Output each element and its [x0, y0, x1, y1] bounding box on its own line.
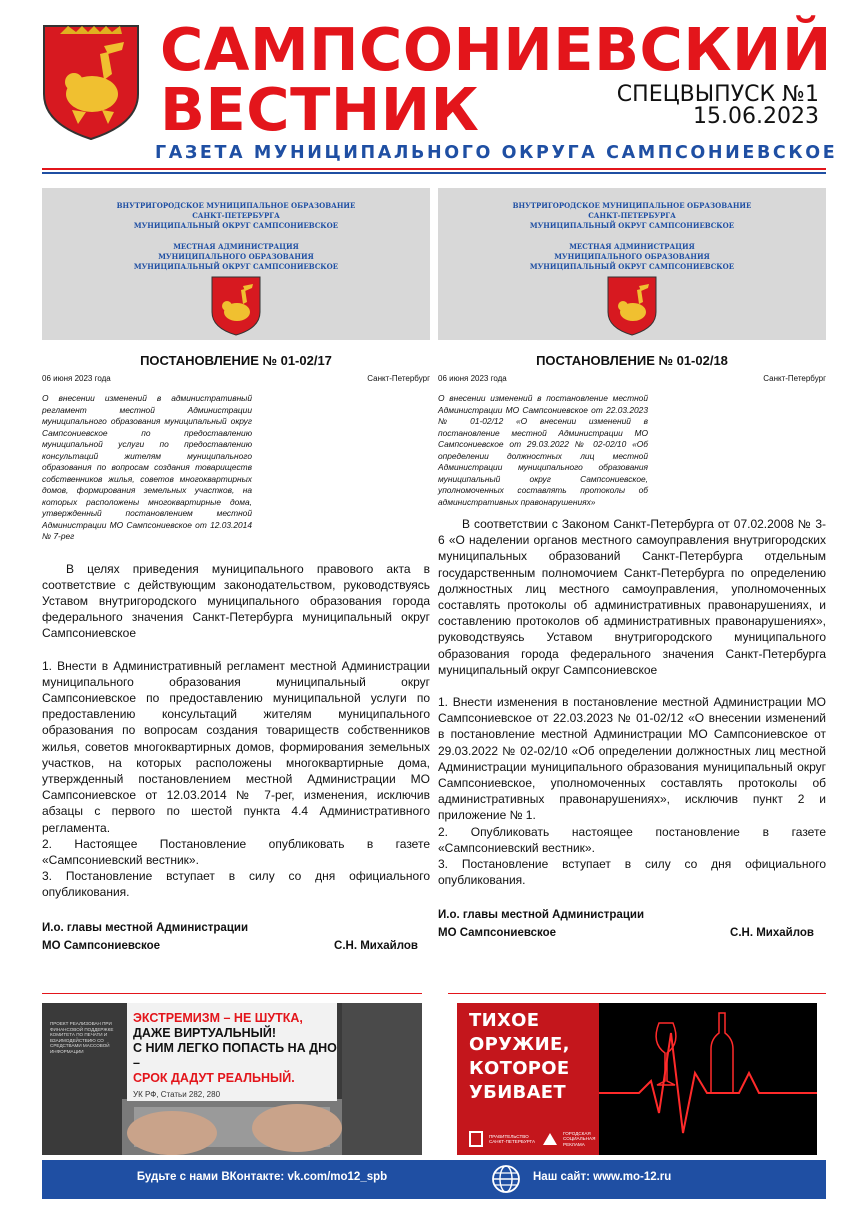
- website-link[interactable]: Наш сайт: www.mo-12.ru: [533, 1171, 672, 1183]
- special-issue-label: СПЕЦВЫПУСК №1: [616, 82, 819, 107]
- alcohol-ad-banner: [457, 1003, 817, 1155]
- masthead-rule-blue: [42, 172, 826, 174]
- org-line: МУНИЦИПАЛЬНЫЙ ОКРУГ САМПСОНИЕВСКОЕ: [133, 221, 339, 231]
- ad-slogan: ОРУЖИЕ,: [469, 1034, 570, 1055]
- resolution-date: 06 июня 2023 года: [438, 374, 507, 383]
- issue-date: 15.06.2023: [693, 104, 819, 129]
- org-line: САНКТ-ПЕТЕРБУРГА: [588, 211, 676, 221]
- ad-slogan: УБИВАЕТ: [469, 1082, 566, 1103]
- ad-divider: [42, 993, 422, 994]
- ad-red-panel: [457, 1003, 599, 1155]
- resolution-meta: [42, 374, 430, 383]
- resolution-place: Санкт-Петербург: [367, 374, 430, 383]
- resolution-item: 2. Опубликовать настоящее постановление в газете «Сампсониевский вестник».: [438, 824, 826, 855]
- signature-name: С.Н. Михайлов: [334, 939, 418, 952]
- coat-of-arms-icon: [42, 24, 140, 141]
- resolution-meta: [438, 374, 826, 383]
- signature-block: [438, 906, 826, 942]
- document-header: [438, 188, 826, 340]
- resolution-title: ПОСТАНОВЛЕНИЕ № 01-02/18: [536, 353, 728, 368]
- ad-headline: СРОК ДАДУТ РЕАЛЬНЫЙ.: [133, 1071, 295, 1085]
- signature-role: И.о. главы местной Администрации: [438, 909, 645, 922]
- ad-sponsor-note: ПРОЕКТ РЕАЛИЗОВАН ПРИ ФИНАНСОВОЙ ПОДДЕРЖКЕ КОМИТЕТА ПО ПЕЧАТИ И ВЗАИМОДЕЙСТВИЮ СО СРЕДСТВАМИ МАССОВОЙ ИНФОРМАЦИИ: [50, 1021, 114, 1054]
- ad-logos: [469, 1131, 611, 1147]
- ad-headline: ДАЖЕ ВИРТУАЛЬНЫЙ!: [133, 1026, 277, 1040]
- resolution-subject: О внесении изменений в административный регламент местной Администрации муниципального образования муниципальный округ Сампсониевское по предоставлению муниципальной услуги по предоставлению консультаций жителям муниципального образования по вопросам создания товариществ собственников жилья, советов многоквартирных домов, формирования земельных участков, на которых расположены многоквартирные дома, утвержденный постановлением местной Администрации МО Сампсониевское от 12.03.2014 № 7-рег: [42, 393, 252, 541]
- resolution-item: 3. Постановление вступает в силу со дня официального опубликования.: [438, 857, 826, 888]
- ad-logo-text: ГОРОДСКАЯ СОЦИАЛЬНАЯ РЕКЛАМА: [563, 1131, 596, 1147]
- ad-headline: С НИМ ЛЕГКО ПОПАСТЬ НА ДНО –: [133, 1041, 337, 1070]
- org-line: МЕСТНАЯ АДМИНИСТРАЦИЯ: [569, 241, 695, 251]
- org-line: МУНИЦИПАЛЬНЫЙ ОКРУГ САМПСОНИЕВСКОЕ: [529, 221, 735, 231]
- newspaper-title-line1: САМПСОНИЕВСКИЙ: [160, 15, 832, 84]
- org-line: МУНИЦИПАЛЬНЫЙ ОКРУГ САМПСОНИЕВСКОЕ: [133, 262, 339, 272]
- heartbeat-glass-illustration: [599, 1003, 817, 1155]
- ad-slogan: ТИХОЕ: [469, 1010, 540, 1031]
- coat-of-arms-icon: [211, 276, 261, 336]
- ad-screen: [127, 1003, 337, 1101]
- signature-org: МО Сампсониевское: [438, 927, 557, 940]
- resolution-preamble: В целях приведения муниципального правового акта в соответствие с действующим законодательством, руководствуясь Уставом внутригородского муниципального образования города федерального значения Санкт-Петербурга муниципальный округ Сампсониевское: [42, 561, 430, 641]
- ad-divider: [448, 993, 826, 994]
- ad-slogan: КОТОРОЕ: [469, 1058, 570, 1079]
- resolution-item: 2. Настоящее Постановление опубликовать в газете «Сампсониевский вестник».: [42, 836, 430, 867]
- newspaper-subtitle: ГАЗЕТА МУНИЦИПАЛЬНОГО ОКРУГА САМПСОНИЕВСКОЕ: [155, 143, 838, 163]
- vk-link[interactable]: Будьте с нами ВКонтакте: vk.com/mo12_spb: [136, 1171, 388, 1183]
- ad-headline: ЭКСТРЕМИЗМ – НЕ ШУТКА,: [133, 1011, 303, 1025]
- signature-org: МО Сампсониевское: [42, 939, 161, 952]
- footer-bar: [42, 1160, 826, 1199]
- document-header: [42, 188, 430, 340]
- resolution-place: Санкт-Петербург: [763, 374, 826, 383]
- resolution-subject: О внесении изменений в постановление местной Администрации МО Сампсониевское от 22.03.2023 № 01-02/12 «О внесении изменений в постановление местной Администрации МО Сампсониевское от 29.03.2022 № 02-02/10 «Об определении должностных лиц местной Администрации муниципального образования муниципальный округ Сампсониевское, уполномоченных составлять протоколы об административных правонарушениях»: [438, 393, 648, 507]
- coat-of-arms-icon: [607, 276, 657, 336]
- org-line: МУНИЦИПАЛЬНОГО ОБРАЗОВАНИЯ: [158, 251, 314, 261]
- social-ad-logo-icon: [543, 1133, 557, 1145]
- masthead-rule-red: [42, 168, 826, 170]
- resolution-item: 3. Постановление вступает в силу со дня официального опубликования.: [42, 869, 430, 900]
- resolution-date: 06 июня 2023 года: [42, 374, 111, 383]
- org-line: ВНУТРИГОРОДСКОЕ МУНИЦИПАЛЬНОЕ ОБРАЗОВАНИЕ: [512, 201, 752, 210]
- resolution-preamble: В соответствии с Законом Санкт-Петербурга от 07.02.2008 № 3-6 «О наделении органов местного самоуправления внутригородских муниципальных образований Санкт-Петербурга отдельным государственным полномочием Санкт-Петербурга по определению должностных лиц местного самоуправления, уполномоченных составлять протоколы об административных правонарушениях, и составлению протоколов об административных правонарушениях», руководствуясь Уставом внутригородского муниципального образования города федерального значения Санкт-Петербурга муниципальный округ Сампсониевское: [438, 517, 826, 677]
- signature-name: С.Н. Михайлов: [730, 927, 814, 940]
- org-line: МУНИЦИПАЛЬНОГО ОБРАЗОВАНИЯ: [554, 251, 710, 261]
- resolution-item: 1. Внести изменения в постановление местной Администрации МО Сампсониевское от 22.03.2023 № 01-02/12 «О внесении изменений в постановление местной Администрации МО Сампсониевское от 29.03.2022 № 02-02/10 «Об определении должностных лиц местной Администрации муниципального образования муниципальный округ Сампсониевское, уполномоченных составлять протоколы об административных правонарушениях», исключив пункт 2 и приложение № 1.: [438, 695, 826, 823]
- signature-role: И.о. главы местной Администрации: [42, 921, 249, 934]
- org-line: САНКТ-ПЕТЕРБУРГА: [192, 211, 280, 221]
- resolution-left: [42, 188, 430, 955]
- org-line: МУНИЦИПАЛЬНЫЙ ОКРУГ САМПСОНИЕВСКОЕ: [529, 262, 735, 272]
- spb-emblem-icon: [469, 1131, 483, 1147]
- resolution-right: [438, 188, 826, 942]
- newspaper-title-line2: ВЕСТНИК: [160, 75, 480, 144]
- globe-icon: [491, 1164, 521, 1194]
- extremism-ad-banner: [42, 1003, 422, 1155]
- signature-block: [42, 919, 430, 955]
- org-line: МЕСТНАЯ АДМИНИСТРАЦИЯ: [173, 241, 299, 251]
- ad-law-reference: УК РФ, Статьи 282, 280: [133, 1090, 221, 1099]
- ad-logo-text: ПРАВИТЕЛЬСТВО САНКТ-ПЕТЕРБУРГА: [489, 1133, 536, 1144]
- resolution-title: ПОСТАНОВЛЕНИЕ № 01-02/17: [140, 353, 332, 368]
- org-line: ВНУТРИГОРОДСКОЕ МУНИЦИПАЛЬНОЕ ОБРАЗОВАНИЕ: [116, 201, 356, 210]
- resolution-item: 1. Внести в Административный регламент местной Администрации муниципального образования муниципальный округ Сампсониевское по предоставлению муниципальной услуги по предоставлению консультаций жителям муниципального образования по вопросам создания товариществ собственников жилья, советов многоквартирных домов, формирования земельных участков, на которых расположены многоквартирные дома, утвержденный постановлением местной Администрации МО Сампсониевское от 12.03.2014 № 7-рег, изменения, исключив абзацы с первого по шестой пункта 4.4 Административного регламента.: [42, 658, 430, 835]
